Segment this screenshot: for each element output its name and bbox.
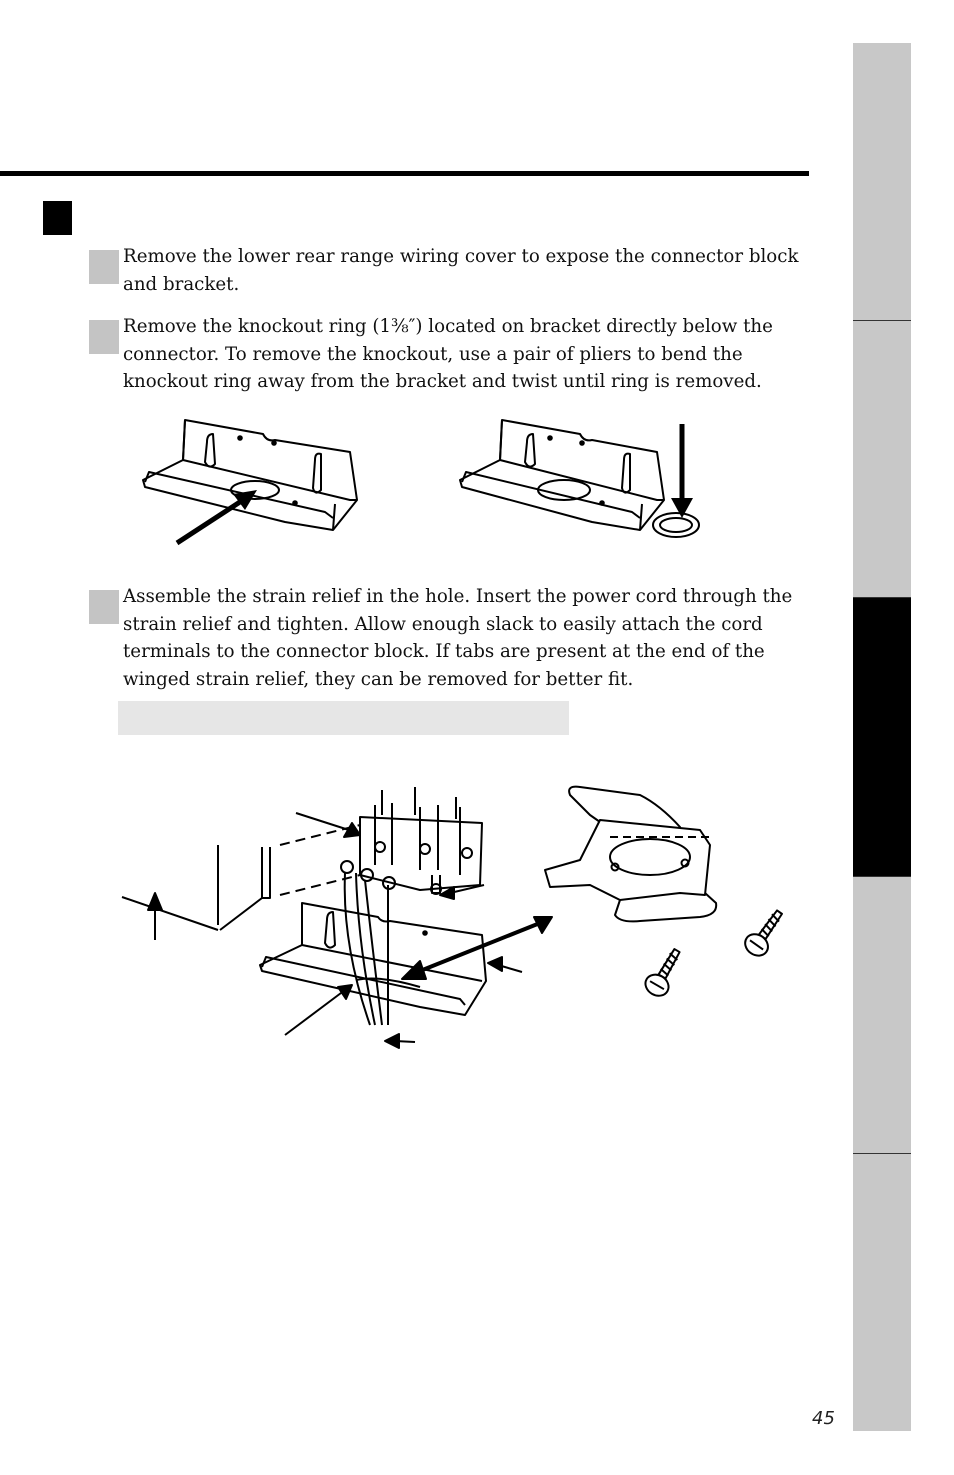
side-tab-3-active[interactable]: [853, 598, 911, 877]
step-2-marker: [89, 320, 119, 354]
step-3-text: Assemble the strain relief in the hole. Insert the power cord through the strain relief and tighten. Allow enough slack to easily attach the cord terminals to the connector block. If tabs are present at the end of the winged strain relief, they can be removed for better fit.: [123, 586, 793, 690]
header-rule: [0, 171, 809, 176]
side-tab-1[interactable]: [853, 43, 911, 321]
step-1-text: Remove the lower rear range wiring cover to expose the connector block and bracket.: [123, 246, 799, 295]
bracket-knockout-removed-illustration: [452, 412, 717, 547]
strain-relief-assembly-illustration: [120, 775, 790, 1060]
side-tab-5[interactable]: [853, 1154, 911, 1431]
section-marker: [43, 201, 72, 235]
side-section-tabs: [853, 43, 911, 1431]
side-tab-2[interactable]: [853, 321, 911, 598]
step-1-marker: [89, 250, 119, 284]
step-2-text: Remove the knockout ring (1⅜″) located on bracket directly below the connector. To remove the knockout, use a pair of pliers to bend the knockout ring away from the bracket and twist until ring is removed.: [123, 316, 773, 392]
step-3-marker: [89, 590, 119, 624]
note-bar: [118, 701, 569, 735]
bracket-with-knockout-illustration: [135, 412, 365, 547]
side-tab-4[interactable]: [853, 877, 911, 1154]
page-number: 45: [812, 1408, 835, 1429]
